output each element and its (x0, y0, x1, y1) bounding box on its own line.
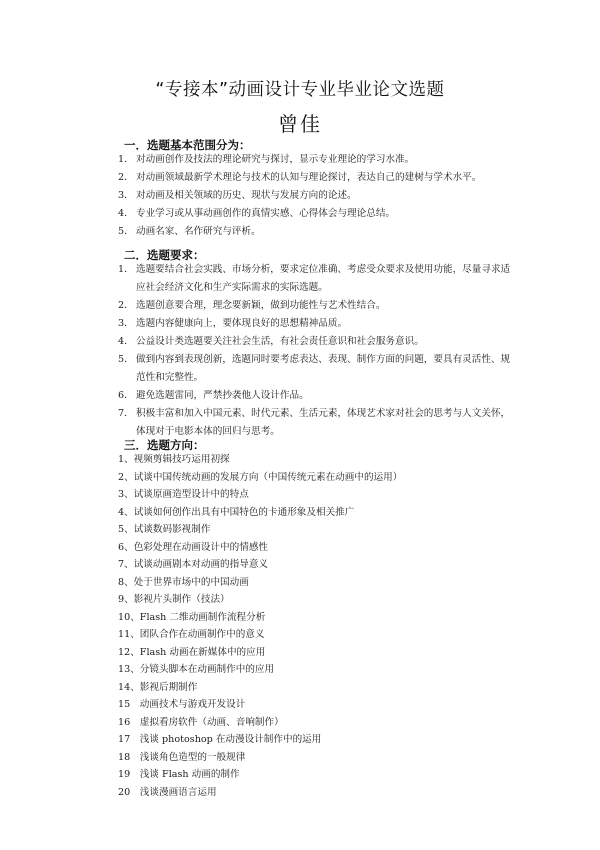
list-item: 6． 避免选题雷同，严禁抄袭他人设计作品。 (118, 390, 309, 401)
list-item: 1． 选题要结合社会实践、市场分析，要求定位准确、考虑受众要求及使用功能，尽量寻求适应社会经济文化和生产实际需求的实际选题。 (118, 264, 511, 293)
list-item: 1、视频剪辑技巧运用初探 (118, 454, 230, 465)
list-item: 9、影视片头制作（技法） (118, 594, 230, 605)
document-title: “专接本”动画设计专业毕业论文选题 (155, 80, 445, 100)
list-item: 2． 选题创意要合理，理念要新颖，做到功能性与艺术性结合。 (118, 300, 386, 311)
section-2-heading: 二．选题要求： (124, 248, 205, 262)
list-item: 16 虚拟看房软件（动画、音响制作） (118, 716, 284, 728)
list-item: 1． 对动画创作及技法的理论研究与探讨，显示专业理论的学习水准。 (118, 154, 415, 165)
section-3-heading: 三．选题方向： (124, 438, 205, 452)
list-item: 5、试谈数码影视制作 (118, 524, 211, 535)
list-item: 7、试谈动画剧本对动画的指导意义 (118, 559, 269, 570)
list-item: 8、处于世界市场中的中国动画 (118, 576, 249, 588)
section-2-list (118, 261, 518, 441)
section-1-list (118, 151, 528, 241)
section-1-heading: 一．选题基本范围分为： (124, 138, 251, 152)
list-item: 20 浅谈漫画语言运用 (118, 786, 217, 798)
list-item: 17 浅谈 photoshop 在动漫设计制作中的运用 (118, 734, 322, 745)
list-item: 13、分镜头脚本在动画制作中的应用 (118, 664, 275, 675)
list-item: 5． 动画名家、名作研究与评析。 (118, 226, 261, 237)
list-item: 4、试谈如何创作出具有中国特色的卡通形象及相关推广 (118, 506, 355, 518)
list-item: 10、Flash 二维动画制作流程分析 (118, 611, 266, 623)
list-item: 3． 选题内容健康向上，要体现良好的思想精神品质。 (118, 318, 348, 329)
list-item: 12、Flash 动画在新媒体中的应用 (118, 646, 266, 658)
list-item: 6、色彩处理在动画设计中的情感性 (118, 541, 269, 553)
list-item: 18 浅谈角色造型的一般规律 (118, 751, 246, 763)
list-item: 5． 做到内容到表现创新，选题同时要考虑表达、表现、制作方面的问题，要具有灵活性、规范性和完整性。 (118, 354, 511, 383)
document-author: 曾佳 (278, 112, 322, 136)
list-item: 2． 对动画领域最新学术理论与技术的认知与理论探讨，表达自己的建树与学术水平。 (118, 172, 482, 183)
list-item: 2、试谈中国传统动画的发展方向（中国传统元素在动画中的运用） (118, 471, 403, 483)
list-item: 14、影视后期制作 (118, 681, 198, 693)
list-item: 19 浅谈 Flash 动画的制作 (118, 769, 240, 780)
list-item: 3、试谈原画造型设计中的特点 (118, 489, 249, 500)
list-item: 3． 对动画及相关领域的历史、现状与发展方向的论述。 (118, 190, 357, 201)
list-item: 15 动画技术与游戏开发设计 (118, 699, 246, 710)
section-3-list (118, 451, 538, 801)
list-item: 4． 公益设计类选题要关注社会生活，有社会责任意识和社会服务意识。 (118, 336, 424, 347)
list-item: 7． 积极丰富和加入中国元素、时代元素、生活元素，体现艺术家对社会的思考与人文关怀，体现对于电影本体的回归与思考。 (118, 408, 511, 437)
list-item: 4． 专业学习或从事动画创作的真情实感、心得体会与理论总结。 (118, 208, 396, 219)
list-item: 11、团队合作在动画制作中的意义 (118, 629, 265, 640)
